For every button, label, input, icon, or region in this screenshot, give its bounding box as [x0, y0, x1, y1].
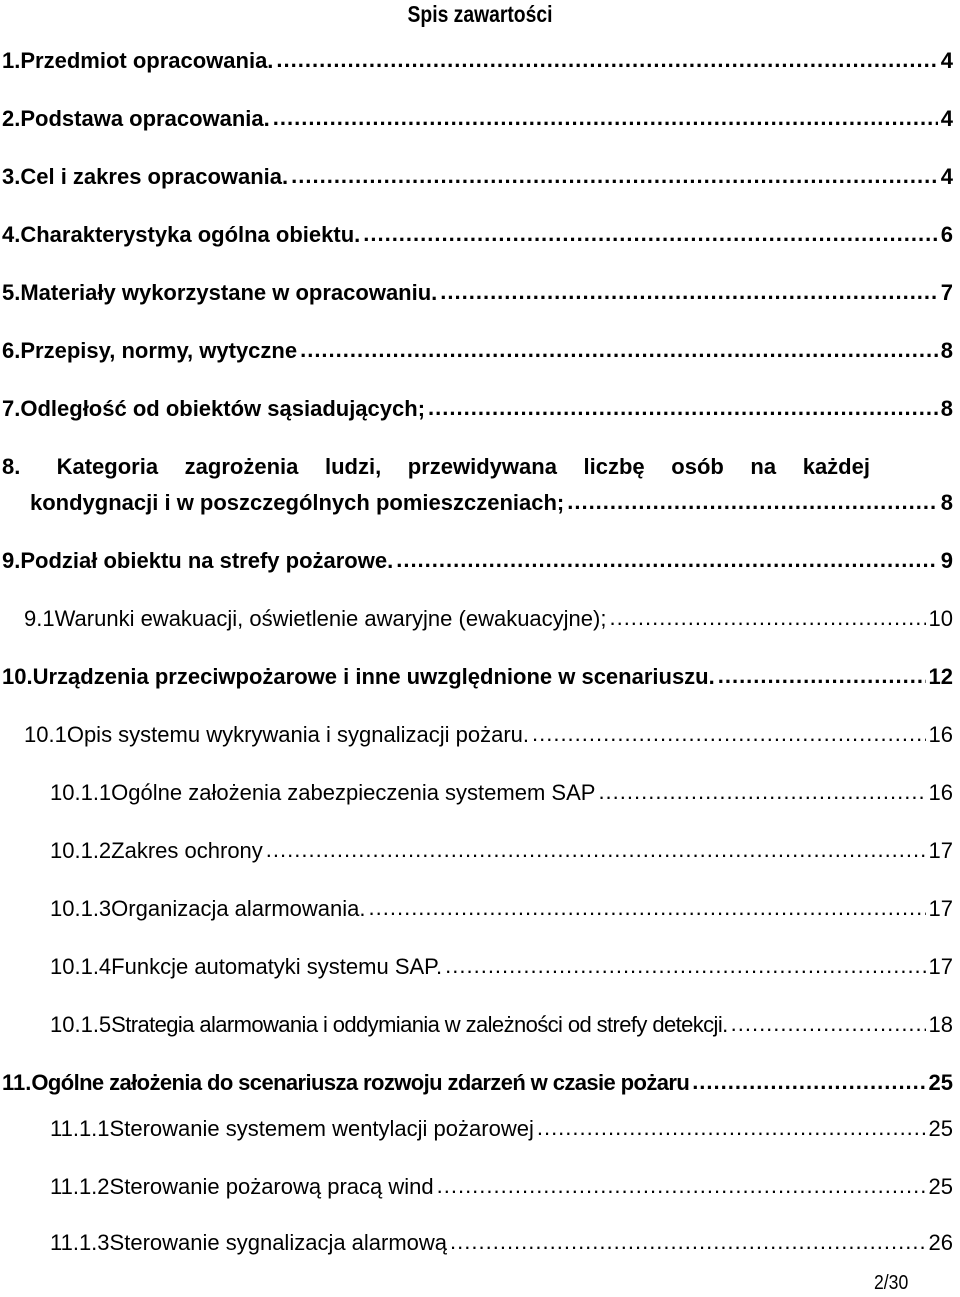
toc-entry-title: Przedmiot opracowania. [20, 48, 274, 73]
page-number: 2/30 [874, 1272, 909, 1294]
toc-entry-10-1-4[interactable] [50, 954, 953, 980]
toc-entry-number: 7. [2, 396, 21, 421]
toc-entry-title: Podstawa opracowania. [20, 106, 270, 131]
toc-entry-6[interactable] [2, 338, 953, 364]
toc-entry-title: Odległość od obiektów sąsiadujących; [20, 396, 426, 421]
toc-entry-title: Zakres ochrony [111, 838, 263, 863]
toc-entry-page: 4 [940, 48, 953, 73]
toc-entry-title: Opis systemu wykrywania i sygnalizacji pożaru. [66, 722, 529, 747]
toc-entry-number: 6. [2, 338, 21, 363]
toc-leader-dots [437, 1173, 926, 1199]
toc-entry-word: na [750, 454, 777, 479]
toc-entry-number: 8. [2, 454, 21, 479]
toc-entry-page: 25 [928, 1070, 953, 1095]
toc-entry-number: 10.1 [24, 722, 67, 747]
toc-leader-dots [450, 1229, 925, 1255]
toc-entry-11-1-3[interactable] [50, 1230, 953, 1256]
toc-entry-page: 8 [940, 490, 953, 515]
toc-entry-page: 16 [928, 780, 953, 805]
toc-entry-10-1-1[interactable] [50, 780, 953, 806]
toc-entry-page: 17 [928, 954, 953, 979]
toc-leader-dots [300, 337, 938, 363]
toc-entry-number: 11.1.1 [50, 1116, 110, 1141]
toc-leader-dots [692, 1069, 925, 1095]
toc-entry-word: zagrożenia [184, 454, 299, 479]
toc-entry-title: Urządzenia przeciwpożarowe i inne uwzględnione w scenariuszu. [32, 664, 715, 689]
toc-leader-dots [428, 395, 938, 421]
toc-entry-number: 10. [2, 664, 33, 689]
toc-entry-word: ludzi, [324, 454, 382, 479]
toc-leader-dots [609, 605, 925, 631]
toc-leader-dots [598, 779, 925, 805]
toc-entry-title: Sterowanie sygnalizacja alarmową [109, 1230, 448, 1255]
toc-entry-2[interactable] [2, 106, 953, 132]
toc-entry-title: Strategia alarmowania i oddymiania w zależności od strefy detekcji. [111, 1012, 728, 1037]
toc-entry-page: 4 [940, 164, 953, 189]
toc-entry-title: Ogólne założenia do scenariusza rozwoju zdarzeń w czasie pożaru [31, 1070, 690, 1095]
toc-entry-word: osób [671, 454, 724, 479]
toc-entry-9-1[interactable] [24, 606, 953, 632]
toc-entry-number: 9.1 [24, 606, 55, 631]
toc-entry-title: kondygnacji i w poszczególnych pomieszczeniach; [30, 490, 565, 515]
toc-title: Spis zawartości [407, 1, 553, 27]
toc-entry-1[interactable] [2, 48, 953, 74]
toc-leader-dots [445, 953, 925, 979]
toc-leader-dots [731, 1011, 926, 1037]
toc-entry-word: Kategoria [56, 454, 159, 479]
toc-entry-number: 11.1.3 [50, 1230, 110, 1255]
toc-entry-11[interactable] [2, 1070, 953, 1096]
toc-entry-8-line2[interactable] [30, 490, 953, 516]
toc-leader-dots [363, 221, 938, 247]
toc-entry-page: 8 [940, 338, 953, 363]
toc-entry-11-1-1[interactable] [50, 1116, 953, 1142]
toc-entry-8-line1[interactable] [2, 454, 870, 480]
toc-entry-title: Przepisy, normy, wytyczne [20, 338, 298, 363]
toc-leader-dots [440, 279, 937, 305]
toc-entry-9[interactable] [2, 548, 953, 574]
toc-entry-7[interactable] [2, 396, 953, 422]
toc-leader-dots [567, 489, 938, 515]
toc-entry-5[interactable] [2, 280, 953, 306]
toc-entry-10[interactable] [2, 664, 953, 690]
toc-entry-page: 17 [928, 838, 953, 863]
toc-entry-number: 10.1.5 [50, 1012, 112, 1037]
toc-entry-page: 16 [928, 722, 953, 747]
toc-leader-dots [537, 1115, 926, 1141]
toc-entry-title: Funkcje automatyki systemu SAP. [111, 954, 443, 979]
toc-entry-number: 2. [2, 106, 21, 131]
toc-entry-11-1-2[interactable] [50, 1174, 953, 1200]
toc-entry-page: 4 [940, 106, 953, 131]
toc-entry-number: 10.1.4 [50, 954, 112, 979]
toc-entry-title: Ogólne założenia zabezpieczenia systemem SAP [111, 780, 596, 805]
toc-entry-10-1-5[interactable] [50, 1012, 953, 1038]
toc-entry-page: 18 [928, 1012, 953, 1037]
toc-entry-page: 12 [928, 664, 953, 689]
toc-entry-word: każdej [802, 454, 870, 479]
toc-entry-10-1-2[interactable] [50, 838, 953, 864]
toc-entry-title: Materiały wykorzystane w opracowaniu. [20, 280, 438, 305]
toc-entry-word: liczbę [583, 454, 645, 479]
toc-entry-page: 25 [928, 1174, 953, 1199]
toc-entry-number: 10.1.3 [50, 896, 112, 921]
toc-entry-number: 11.1.2 [50, 1174, 110, 1199]
toc-entry-number: 1. [2, 48, 21, 73]
toc-entry-10-1[interactable] [24, 722, 953, 748]
toc-leader-dots [276, 47, 937, 73]
toc-leader-dots [718, 663, 926, 689]
toc-entry-number: 10.1.1 [50, 780, 112, 805]
toc-entry-number: 5. [2, 280, 21, 305]
toc-entry-3[interactable] [2, 164, 953, 190]
toc-leader-dots [369, 895, 926, 921]
toc-entry-10-1-3[interactable] [50, 896, 953, 922]
toc-entry-page: 26 [928, 1230, 953, 1255]
toc-entry-title: Podział obiektu na strefy pożarowe. [20, 548, 394, 573]
toc-leader-dots [291, 163, 938, 189]
toc-entry-title: Cel i zakres opracowania. [20, 164, 289, 189]
toc-entry-number: 10.1.2 [50, 838, 112, 863]
toc-entry-page: 8 [940, 396, 953, 421]
toc-entry-page: 7 [940, 280, 953, 305]
toc-entry-word: przewidywana [407, 454, 557, 479]
toc-entry-title: Sterowanie pożarową pracą wind [109, 1174, 434, 1199]
toc-entry-number: 11. [2, 1070, 32, 1095]
toc-entry-page: 9 [940, 548, 953, 573]
toc-entry-4[interactable] [2, 222, 953, 248]
toc-entry-title: Warunki ewakuacji, oświetlenie awaryjne (ewakuacyjne); [54, 606, 607, 631]
toc-leader-dots [266, 837, 926, 863]
toc-entry-page: 25 [928, 1116, 953, 1141]
toc-entry-title: Sterowanie systemem wentylacji pożarowej [109, 1116, 534, 1141]
toc-leader-dots [532, 721, 926, 747]
toc-leader-dots [396, 547, 938, 573]
toc-entry-number: 3. [2, 164, 21, 189]
toc-entry-title: Charakterystyka ogólna obiektu. [20, 222, 361, 247]
toc-entry-page: 10 [928, 606, 953, 631]
toc-entry-title: Organizacja alarmowania. [111, 896, 366, 921]
toc-entry-number: 4. [2, 222, 21, 247]
toc-entry-page: 17 [928, 896, 953, 921]
toc-entry-number: 9. [2, 548, 21, 573]
toc-leader-dots [273, 105, 938, 131]
toc-entry-page: 6 [940, 222, 953, 247]
